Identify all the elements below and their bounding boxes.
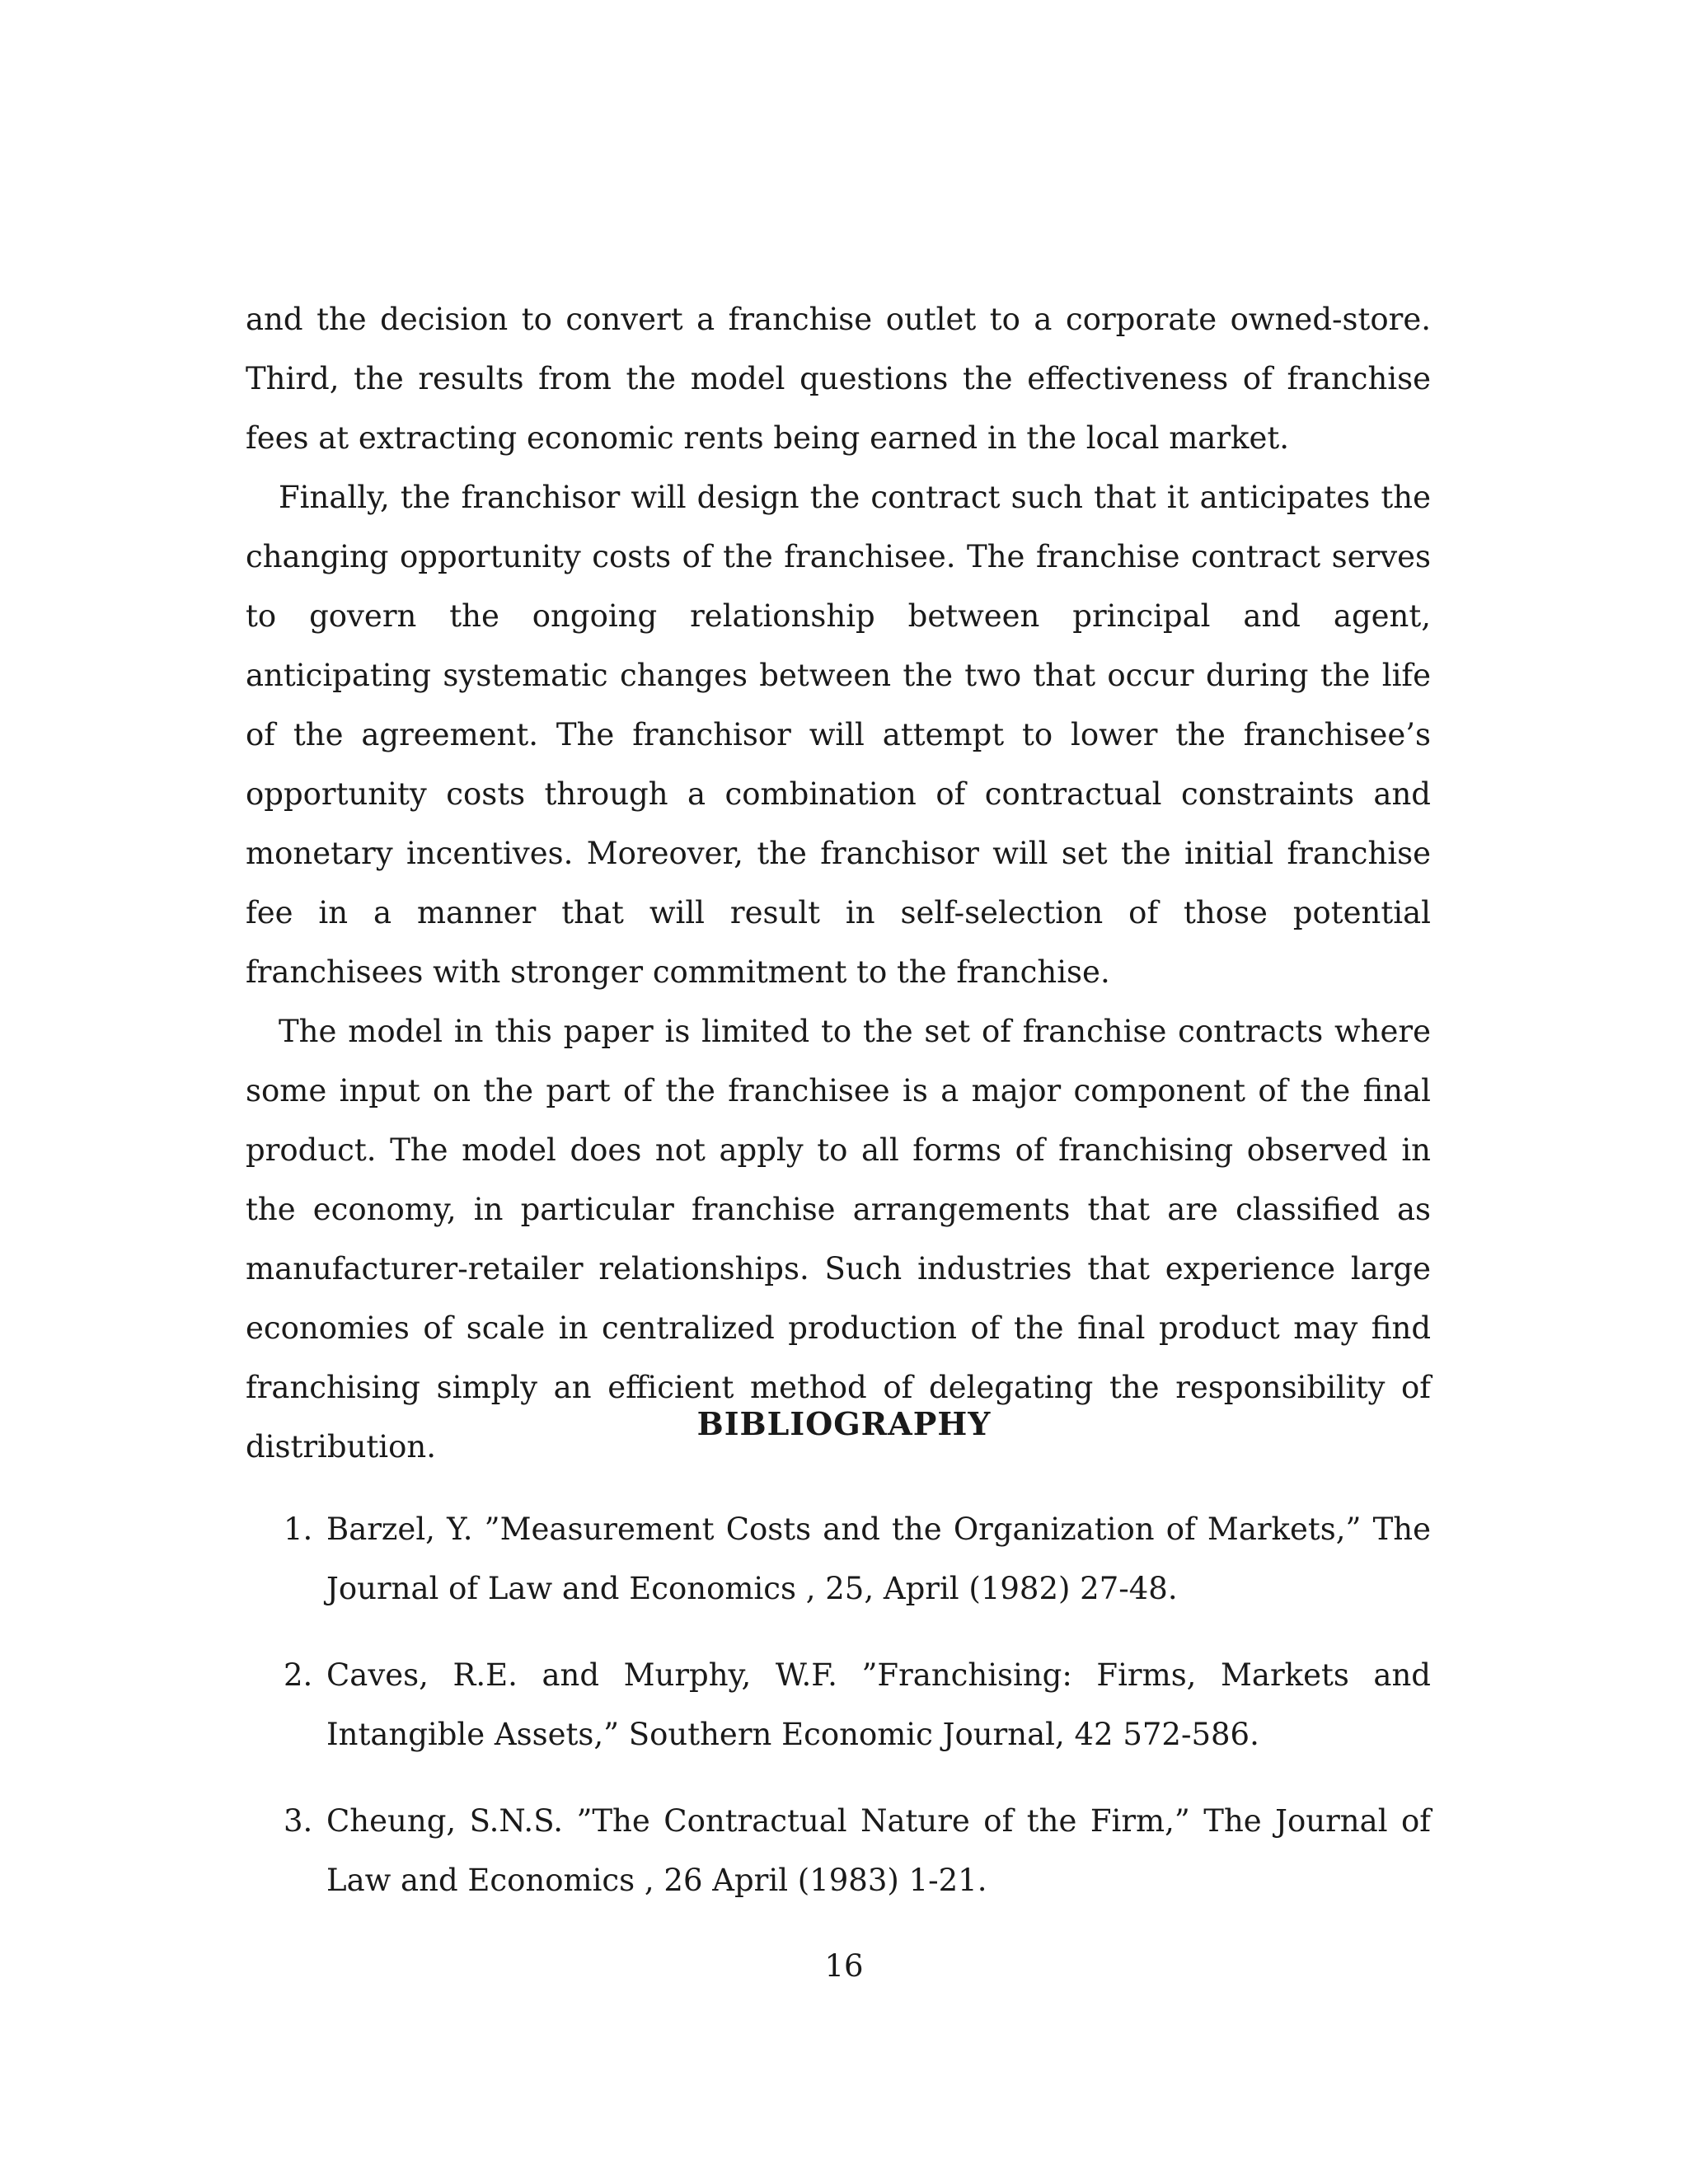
bibliography-entry	[246, 1792, 1431, 1910]
bibliography-entry-text: Barzel, Y. ”Measurement Costs and the Organization of Markets,” The Journal of Law and Economics , 25, April (1982) 27-48.	[326, 1511, 1431, 1606]
body-text	[246, 290, 1431, 1477]
bibliography-entry	[246, 1500, 1431, 1619]
body-paragraph-2: Finally, the franchisor will design the contract such that it anticipates the changing opportunity costs of the franchisee. The franchise contract serves to govern the ongoing relationship between principal and agent, anticipating systematic changes between the two that occur during the life of the agreement. The franchisor will attempt to lower the franchisee’s opportunity costs through a combination of contractual constraints and monetary incentives. Moreover, the franchisor will set the initial franchise fee in a manner that will result in self-selection of those potential franchisees with stronger commitment to the franchise.	[246, 480, 1431, 990]
bibliography-entry-number: 3.	[284, 1803, 313, 1839]
bibliography-entry-text: Cheung, S.N.S. ”The Contractual Nature of the Firm,” The Journal of Law and Economics , 26 April (1983) 1-21.	[326, 1803, 1431, 1898]
body-paragraph-1: and the decision to convert a franchise outlet to a corporate owned-store. Third, the results from the model questions the effectiveness of franchise fees at extracting economic rents being earned in the local market.	[246, 302, 1431, 456]
body-paragraph-3: The model in this paper is limited to the set of franchise contracts where some input on the part of the franchisee is a major component of the final product. The model does not apply to all forms of franchising observed in the economy, in particular franchise arrangements that are classified as manufacturer-retailer relationships. Such industries that experience large economies of scale in centralized production of the final product may find franchising simply an efficient method of delegating the responsibility of distribution.	[246, 1014, 1431, 1465]
page-number: 16	[824, 1948, 864, 1984]
bibliography-entry-number: 2.	[284, 1657, 313, 1693]
bibliography-entry-number: 1.	[284, 1511, 313, 1547]
bibliography-entry	[246, 1646, 1431, 1765]
bibliography-heading: BIBLIOGRAPHY	[696, 1405, 992, 1442]
bibliography-entry-text: Caves, R.E. and Murphy, W.F. ”Franchising: Firms, Markets and Intangible Assets,” Southern Economic Journal, 42 572-586.	[326, 1657, 1431, 1752]
bibliography-list	[246, 1500, 1431, 1938]
